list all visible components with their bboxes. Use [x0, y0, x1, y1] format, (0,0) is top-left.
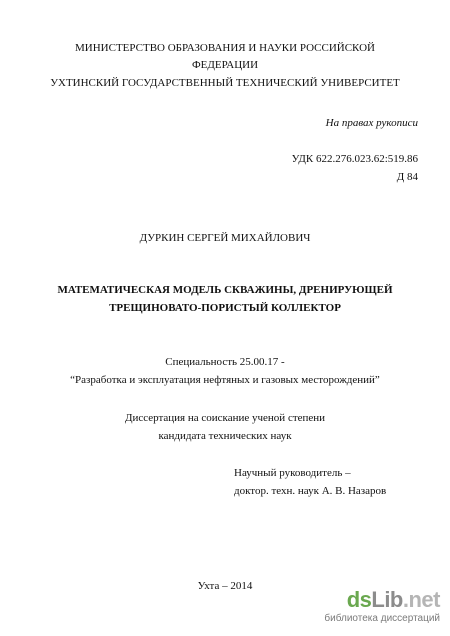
dslib-watermark	[320, 588, 440, 628]
logo-ds: ds	[346, 587, 372, 612]
dslib-logo	[347, 588, 440, 612]
dissertation-line-1: Диссертация на соискание ученой степени	[124, 412, 326, 424]
specialty-line-2: “Разработка и эксплуатация нефтяных и газовых месторождений”	[70, 374, 380, 386]
title-line-1: МАТЕМАТИЧЕСКАЯ МОДЕЛЬ СКВАЖИНЫ, ДРЕНИРУЮЩЕЙ	[57, 284, 393, 296]
dissertation-line-2: кандидата технических наук	[158, 430, 292, 442]
rights-note: На правах рукописи	[325, 117, 418, 129]
supervisor-line-1: Научный руководитель –	[234, 467, 351, 479]
logo-net: .net	[402, 587, 440, 612]
logo-lib: Lib	[371, 587, 403, 612]
watermark-subtitle: библиотека диссертаций	[324, 613, 440, 624]
ministry-line-1: МИНИСТЕРСТВО ОБРАЗОВАНИЯ И НАУКИ РОССИЙСКОЙ	[75, 42, 375, 54]
author-name: ДУРКИН СЕРГЕЙ МИХАЙЛОВИЧ	[139, 232, 311, 244]
title-line-2: ТРЕЩИНОВАТО-ПОРИСТЫЙ КОЛЛЕКТОР	[109, 302, 341, 314]
place-year: Ухта – 2014	[197, 580, 253, 592]
ministry-line-2: ФЕДЕРАЦИИ	[191, 59, 259, 71]
supervisor-line-2: доктор. техн. наук А. В. Назаров	[234, 485, 387, 497]
udk-code: УДК 622.276.023.62:519.86	[291, 153, 418, 165]
university-name: УХТИНСКИЙ ГОСУДАРСТВЕННЫЙ ТЕХНИЧЕСКИЙ УНИВЕРСИТЕТ	[50, 77, 400, 89]
library-index: Д 84	[396, 171, 418, 183]
specialty-line-1: Специальность 25.00.17 -	[165, 356, 285, 368]
